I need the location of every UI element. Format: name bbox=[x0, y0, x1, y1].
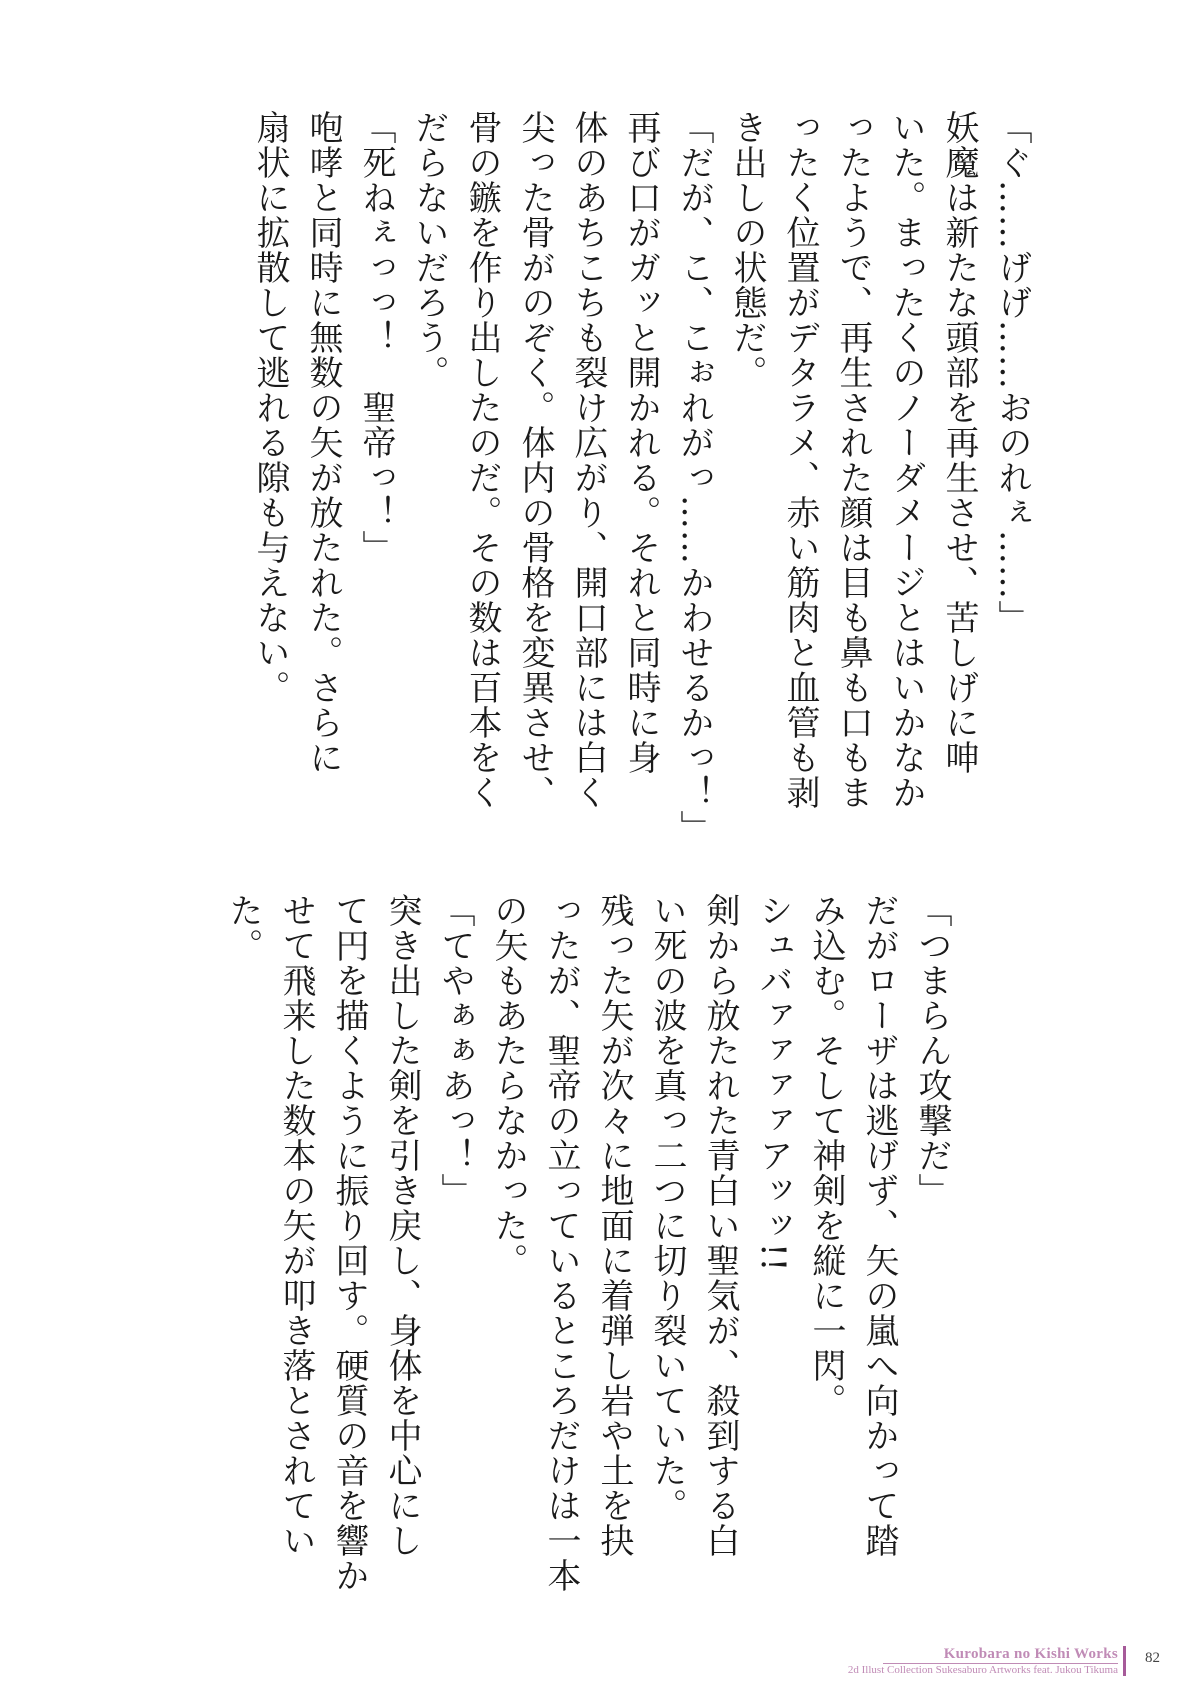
text-line: 「つまらん攻撃だ」 bbox=[912, 893, 952, 1208]
text-line: み込む。そして神剣を縦に一閃。 bbox=[806, 893, 846, 1418]
text-line: 剣から放たれた青白い聖気が、殺到する白 bbox=[700, 893, 740, 1558]
text-line: 咆哮と同時に無数の矢が放たれた。さらに bbox=[303, 110, 343, 775]
text-block-top bbox=[243, 110, 1038, 845]
text-line: た。 bbox=[223, 893, 263, 963]
footer-accent-bar bbox=[1123, 1646, 1126, 1676]
text-line: だらないだろう。 bbox=[409, 110, 449, 390]
text-line: て円を描くように振り回す。硬質の音を響か bbox=[329, 893, 369, 1593]
footer-title: Kurobara no Kishi Works bbox=[943, 1646, 1118, 1662]
text-line: ったようで、再生された顔は目も鼻も口もま bbox=[833, 110, 873, 810]
text-line: 骨の鏃を作り出したのだ。その数は百本をく bbox=[462, 110, 502, 810]
page-number: 82 bbox=[1145, 1650, 1160, 1666]
text-line: シュバァァァァアッッ!! bbox=[753, 893, 793, 1273]
text-line: いた。まったくのノーダメージとはいかなか bbox=[886, 110, 926, 810]
text-line: 妖魔は新たな頭部を再生させ、苦しげに呻 bbox=[939, 110, 979, 775]
text-line: だがローザは逃げず、矢の嵐へ向かって踏 bbox=[859, 893, 899, 1558]
text-line: ったく位置がデタラメ、赤い筋肉と血管も剥 bbox=[780, 110, 820, 810]
text-block-bottom bbox=[216, 893, 958, 1593]
text-line: せて飛来した数本の矢が叩き落とされてい bbox=[276, 893, 316, 1558]
text-line: い死の波を真っ二つに切り裂いていた。 bbox=[647, 893, 687, 1523]
text-line: 「てやぁぁあっ！」 bbox=[435, 893, 475, 1208]
text-line: ったが、聖帝の立っているところだけは一本 bbox=[541, 893, 581, 1593]
footer-subtitle: 2d Illust Collection Sukesaburo Artworks feat. Jukou Tikuma bbox=[847, 1664, 1118, 1676]
text-line: き出しの状態だ。 bbox=[727, 110, 767, 390]
text-line: 突き出した剣を引き戻し、身体を中心にし bbox=[382, 893, 422, 1558]
text-line: 尖った骨がのぞく。体内の骨格を変異させ、 bbox=[515, 110, 555, 810]
text-line: 「ぐ……げげ……おのれぇ……」 bbox=[992, 110, 1032, 635]
text-line: の矢もあたらなかった。 bbox=[488, 893, 528, 1278]
text-line: 「死ねぇっっ！ 聖帝っ！」 bbox=[356, 110, 396, 565]
text-line: 扇状に拡散して逃れる隙も与えない。 bbox=[250, 110, 290, 705]
text-line: 「だが、こ、こぉれがっ……かわせるかっ！」 bbox=[674, 110, 714, 845]
text-line: 再び口がガッと開かれる。それと同時に身 bbox=[621, 110, 661, 775]
text-line: 体のあちこちも裂け広がり、開口部には白く bbox=[568, 110, 608, 810]
text-line: 残った矢が次々に地面に着弾し岩や土を抉 bbox=[594, 893, 634, 1558]
